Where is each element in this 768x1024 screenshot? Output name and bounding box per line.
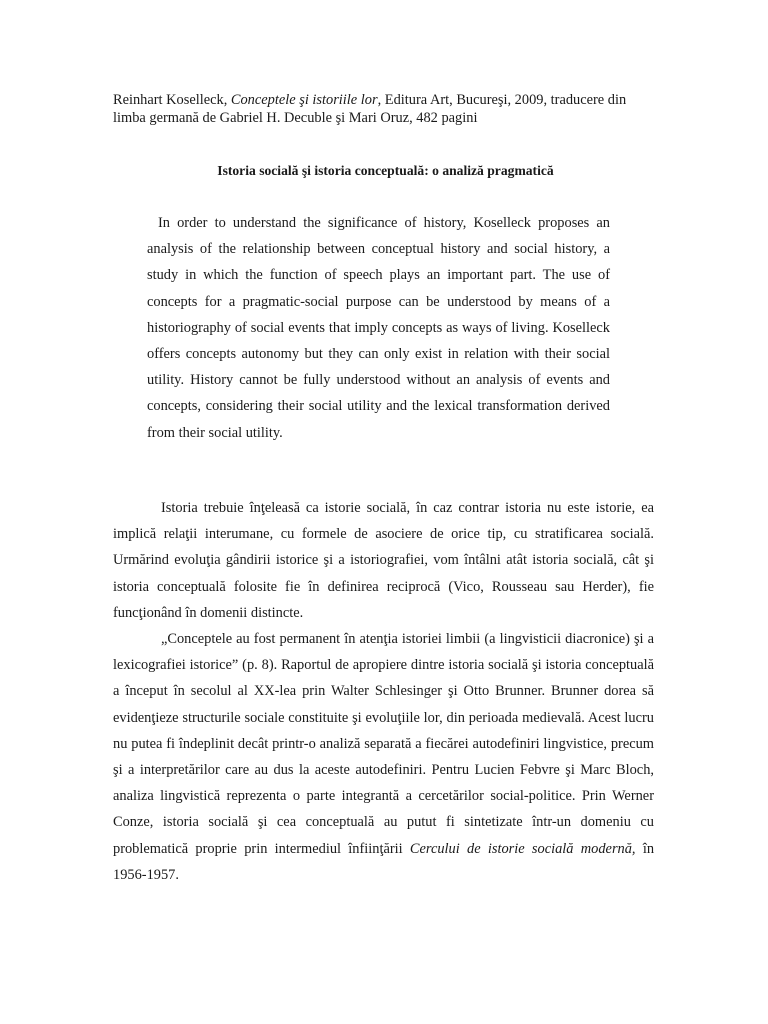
english-abstract: In order to understand the significance of history, Koselleck proposes an analysis of the relationship between conceptual history and social history, a study in which the function of speech plays an important part. The use of concepts for a pragmatic-social purpose can be understood by means of a historiography of social events that imply concepts as ways of living. Koselleck offers concepts autonomy but they can only exist in relation with their social utility. History cannot be fully understood without an analysis of events and concepts, considering their social utility and the lexical transformation derived from their social utility. (147, 215, 610, 441)
body-text (113, 495, 654, 888)
citation-book-title: Conceptele şi istoriile lor (230, 92, 378, 108)
body-paragraph-1: Istoria trebuie înţeleasă ca istorie socială, în caz contrar istoria nu este istorie, ea implică relaţii interumane, cu formele de asociere de orice tip, cu stratificarea socială. Urmărind evoluţia gândirii istorice şi a istoriografiei, vom întâlni atât istoria socială, cât şi istoria conceptuală folosite fie în definirea reciprocă (Vico, Rousseau sau Herder), fie funcţionând în domenii distincte. (113, 500, 654, 621)
paragraph-2-text: „Conceptele au fost permanent în atenţia istoriei limbii (a lingvisticii diacronice) şi a lexicografiei istorice” (p. 8). Raportul de apropiere dintre istoria socială şi istoria conceptuală a început în secolul al XX-lea prin Walter Schlesinger şi Otto Brunner. Brunner dorea să evidenţieze structurile sociale constituite şi evoluţiile lor, din perioada medievală. Acest lucru nu putea fi îndeplinit decât printr-o analiză separată a fiecărei autodefiniri lingvistice, precum şi a interpretărilor care au dus la aceste autodefiniri. Pentru Lucien Febvre şi Marc Bloch, analiza lingvistică reprezenta o parte integrantă a cercetărilor social-politice. Prin Werner Conze, istoria socială şi cea conceptuală au putut fi sintetizate într-un domeniu cu problematică proprie prin intermediul înfiinţării (113, 631, 654, 857)
citation-details: , Editura Art, Bucureşi, 2009, traducere din limba germană de Gabriel H. Decuble şi Mari Oruz, 482 pagini (113, 92, 627, 126)
body-paragraph-2 (113, 626, 654, 888)
article-title: Istoria socială şi istoria conceptuală: o analiză pragmatică (217, 163, 554, 178)
paragraph-2-italic: Cercului de istorie socială modernă, (409, 840, 636, 857)
paragraph-2-end: în 1956-1957. (113, 840, 655, 883)
book-citation (113, 92, 658, 127)
citation-author: Reinhart Koselleck, (113, 92, 231, 108)
